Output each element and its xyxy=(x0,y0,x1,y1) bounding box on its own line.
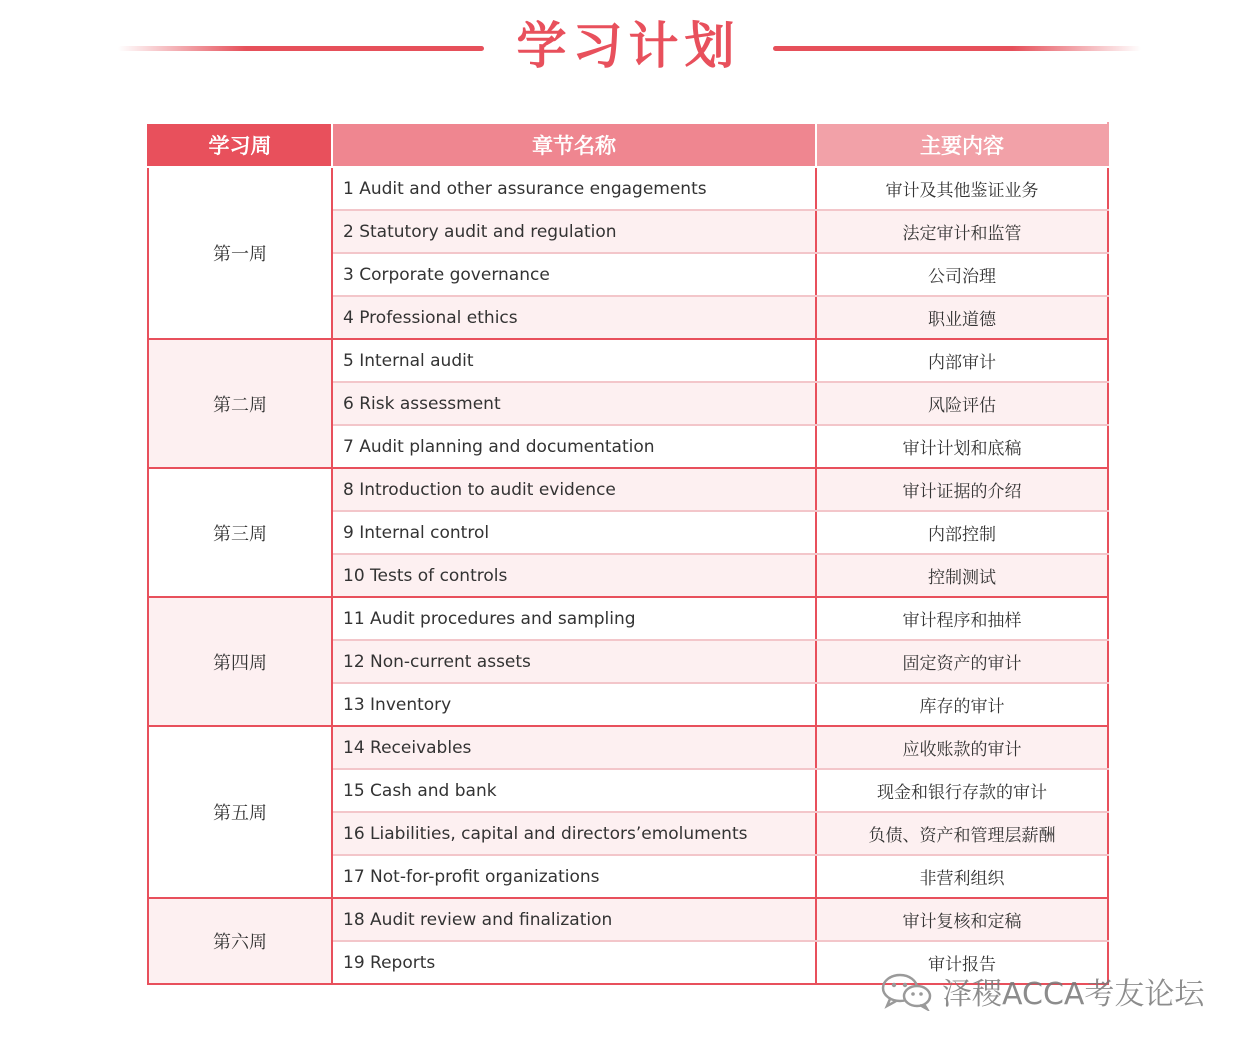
chapter-name: 16 Liabilities, capital and directors’emoluments xyxy=(332,812,816,855)
week-label: 第四周 xyxy=(148,597,332,726)
main-content: 审计复核和定稿 xyxy=(816,898,1108,941)
week-label: 第一周 xyxy=(148,167,332,339)
main-content: 负债、资产和管理层薪酬 xyxy=(816,812,1108,855)
main-content: 库存的审计 xyxy=(816,683,1108,726)
chapter-name: 12 Non-current assets xyxy=(332,640,816,683)
table-header-row xyxy=(148,123,1108,167)
watermark xyxy=(880,968,1220,1014)
wechat-icon xyxy=(880,971,934,1011)
chapter-name: 19 Reports xyxy=(332,941,816,984)
main-content: 风险评估 xyxy=(816,382,1108,425)
table-row xyxy=(148,597,1108,640)
chapter-name: 2 Statutory audit and regulation xyxy=(332,210,816,253)
main-content: 审计及其他鉴证业务 xyxy=(816,167,1108,210)
title-banner xyxy=(0,0,1250,100)
week-label: 第五周 xyxy=(148,726,332,898)
main-content: 公司治理 xyxy=(816,253,1108,296)
main-content: 审计报告 xyxy=(816,941,1108,984)
chapter-name: 13 Inventory xyxy=(332,683,816,726)
table-row xyxy=(148,468,1108,511)
week-label: 第二周 xyxy=(148,339,332,468)
week-label: 第三周 xyxy=(148,468,332,597)
chapter-name: 9 Internal control xyxy=(332,511,816,554)
main-content: 固定资产的审计 xyxy=(816,640,1108,683)
main-content: 应收账款的审计 xyxy=(816,726,1108,769)
main-content: 内部控制 xyxy=(816,511,1108,554)
table-row xyxy=(148,726,1108,769)
chapter-name: 18 Audit review and finalization xyxy=(332,898,816,941)
week-label: 第六周 xyxy=(148,898,332,984)
header-week: 学习周 xyxy=(148,123,332,167)
chapter-name: 7 Audit planning and documentation xyxy=(332,425,816,468)
main-content: 非营利组织 xyxy=(816,855,1108,898)
chapter-name: 3 Corporate governance xyxy=(332,253,816,296)
header-content: 主要内容 xyxy=(816,123,1108,167)
study-plan-table xyxy=(147,122,1109,985)
chapter-name: 15 Cash and bank xyxy=(332,769,816,812)
title-divider-left xyxy=(118,46,484,51)
header-chapter: 章节名称 xyxy=(332,123,816,167)
chapter-name: 17 Not-for-profit organizations xyxy=(332,855,816,898)
table-row xyxy=(148,167,1108,210)
chapter-name: 10 Tests of controls xyxy=(332,554,816,597)
main-content: 审计证据的介绍 xyxy=(816,468,1108,511)
table-row xyxy=(148,898,1108,941)
main-content: 现金和银行存款的审计 xyxy=(816,769,1108,812)
title-divider-right xyxy=(773,46,1141,51)
main-content: 职业道德 xyxy=(816,296,1108,339)
main-content: 审计程序和抽样 xyxy=(816,597,1108,640)
chapter-name: 11 Audit procedures and sampling xyxy=(332,597,816,640)
table-row xyxy=(148,339,1108,382)
chapter-name: 14 Receivables xyxy=(332,726,816,769)
main-content: 内部审计 xyxy=(816,339,1108,382)
chapter-name: 4 Professional ethics xyxy=(332,296,816,339)
main-content: 法定审计和监管 xyxy=(816,210,1108,253)
chapter-name: 6 Risk assessment xyxy=(332,382,816,425)
chapter-name: 5 Internal audit xyxy=(332,339,816,382)
page-title: 学习计划 xyxy=(516,17,741,75)
chapter-name: 1 Audit and other assurance engagements xyxy=(332,167,816,210)
chapter-name: 8 Introduction to audit evidence xyxy=(332,468,816,511)
main-content: 审计计划和底稿 xyxy=(816,425,1108,468)
main-content: 控制测试 xyxy=(816,554,1108,597)
table-body xyxy=(148,167,1108,984)
watermark-text: 泽稷ACCA考友论坛 xyxy=(942,977,1205,1012)
